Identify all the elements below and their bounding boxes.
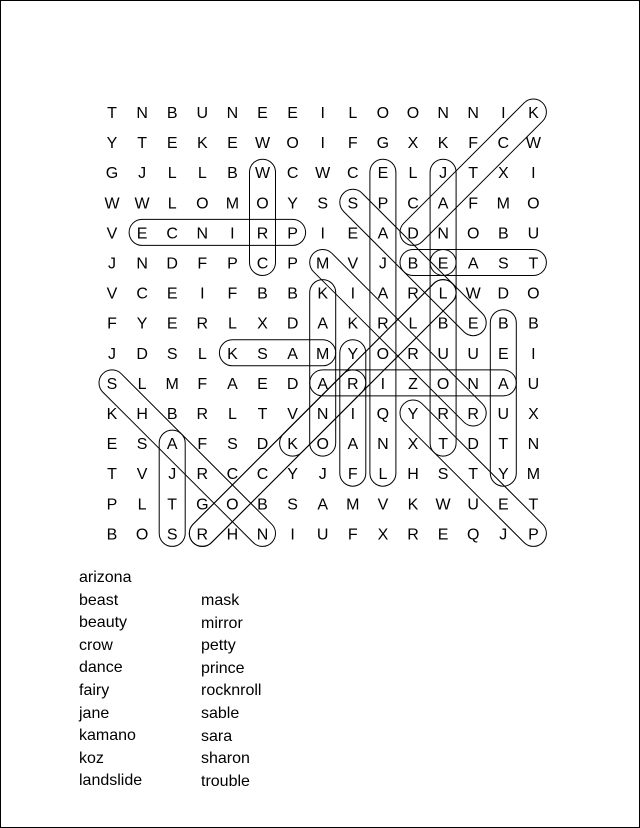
grid-letter[interactable]: C bbox=[347, 165, 359, 183]
grid-letter[interactable]: B bbox=[166, 406, 178, 423]
grid-letter[interactable]: W bbox=[254, 165, 271, 183]
grid-letter[interactable]: R bbox=[196, 466, 209, 484]
grid-letter[interactable]: K bbox=[528, 105, 539, 122]
word-list-item: arizona bbox=[79, 569, 132, 586]
grid-letter[interactable]: O bbox=[406, 105, 420, 122]
grid-letter[interactable]: O bbox=[286, 135, 299, 153]
grid-letter[interactable]: I bbox=[531, 165, 536, 183]
grid-letter[interactable]: E bbox=[497, 345, 509, 363]
word-list-item: mask bbox=[201, 592, 240, 609]
grid-letter[interactable]: S bbox=[287, 496, 298, 514]
letter-grid bbox=[104, 105, 541, 543]
grid-letter[interactable]: N bbox=[437, 225, 449, 243]
grid-letter[interactable]: L bbox=[197, 345, 207, 363]
grid-letter[interactable]: I bbox=[350, 285, 356, 303]
grid-letter[interactable]: M bbox=[346, 496, 360, 514]
word-list-item: petty bbox=[201, 637, 236, 655]
grid-letter[interactable]: O bbox=[376, 105, 390, 122]
grid-letter[interactable]: B bbox=[497, 225, 509, 243]
grid-letter[interactable]: U bbox=[437, 345, 449, 363]
grid-letter[interactable]: S bbox=[136, 436, 148, 454]
grid-letter[interactable]: W bbox=[104, 195, 120, 213]
grid-letter[interactable]: A bbox=[347, 436, 359, 454]
grid-letter[interactable]: S bbox=[166, 345, 178, 363]
grid-letter[interactable]: A bbox=[377, 225, 389, 243]
grid-letter[interactable]: O bbox=[376, 345, 390, 363]
grid-letter[interactable]: S bbox=[257, 345, 268, 363]
grid-letter[interactable]: S bbox=[166, 526, 178, 544]
grid-letter[interactable]: O bbox=[436, 375, 450, 393]
grid-letter[interactable]: R bbox=[196, 315, 209, 333]
grid-letter[interactable]: M bbox=[316, 255, 330, 273]
grid-letter[interactable]: D bbox=[256, 436, 269, 454]
grid-letter[interactable]: U bbox=[497, 406, 510, 423]
grid-letter[interactable]: K bbox=[106, 406, 118, 423]
grid-letter[interactable]: N bbox=[467, 105, 479, 122]
grid-letter[interactable]: Y bbox=[106, 135, 118, 153]
grid-letter[interactable]: E bbox=[166, 135, 178, 153]
grid-letter[interactable]: C bbox=[136, 285, 148, 303]
grid-letter[interactable]: B bbox=[287, 285, 298, 303]
grid-letter[interactable]: M bbox=[165, 375, 179, 393]
grid-letter[interactable]: R bbox=[407, 285, 419, 303]
grid-letter[interactable]: C bbox=[407, 195, 419, 213]
grid-letter[interactable]: A bbox=[377, 285, 389, 303]
grid-letter[interactable]: A bbox=[317, 375, 329, 393]
grid-letter[interactable]: L bbox=[408, 165, 418, 183]
grid-letter[interactable]: E bbox=[467, 315, 479, 333]
word-list-item: sara bbox=[201, 727, 233, 745]
grid-letter[interactable]: X bbox=[407, 135, 419, 153]
grid-letter[interactable]: T bbox=[107, 105, 117, 122]
grid-letter[interactable]: E bbox=[497, 496, 509, 514]
grid-letter[interactable]: U bbox=[316, 526, 329, 544]
grid-letter[interactable]: O bbox=[135, 526, 149, 544]
grid-letter[interactable]: L bbox=[197, 165, 207, 183]
grid-letter[interactable]: I bbox=[200, 285, 205, 303]
grid-letter[interactable]: I bbox=[320, 105, 325, 122]
grid-letter[interactable]: C bbox=[286, 165, 299, 183]
grid-letter[interactable]: U bbox=[527, 375, 540, 393]
grid-letter[interactable]: T bbox=[438, 436, 448, 454]
word-list-item: kamano bbox=[79, 727, 136, 745]
grid-letter[interactable]: T bbox=[468, 165, 479, 183]
grid-letter[interactable]: H bbox=[226, 526, 239, 544]
grid-letter[interactable]: C bbox=[166, 225, 178, 243]
grid-letter[interactable]: A bbox=[287, 345, 298, 363]
grid-letter[interactable]: F bbox=[197, 436, 208, 454]
grid-letter[interactable]: B bbox=[166, 105, 178, 122]
answer-loop-kamano bbox=[310, 280, 336, 457]
grid-letter[interactable]: S bbox=[317, 195, 329, 213]
grid-letter[interactable]: T bbox=[468, 466, 479, 484]
grid-letter[interactable]: I bbox=[230, 225, 235, 243]
grid-letter[interactable]: E bbox=[287, 105, 298, 122]
grid-letter[interactable]: D bbox=[407, 225, 419, 243]
grid-letter[interactable]: O bbox=[527, 285, 540, 303]
word-list-column-2 bbox=[201, 590, 321, 793]
grid-letter[interactable]: R bbox=[377, 315, 389, 333]
grid-letter[interactable]: J bbox=[499, 526, 508, 544]
grid-letter[interactable]: T bbox=[107, 466, 117, 484]
grid-letter[interactable]: R bbox=[256, 225, 269, 243]
grid-letter[interactable]: W bbox=[435, 496, 451, 514]
grid-letter[interactable]: Y bbox=[287, 195, 298, 213]
grid-letter[interactable]: F bbox=[468, 195, 479, 213]
answer-loop-mirror bbox=[304, 244, 491, 431]
grid-letter[interactable]: Z bbox=[408, 375, 418, 393]
grid-letter[interactable]: B bbox=[437, 315, 449, 333]
grid-letter[interactable]: I bbox=[290, 526, 295, 544]
grid-letter[interactable]: H bbox=[136, 406, 148, 423]
grid-letter[interactable]: K bbox=[407, 496, 419, 514]
grid-letter[interactable]: A bbox=[166, 436, 178, 454]
grid-letter[interactable]: L bbox=[227, 406, 237, 423]
grid-letter[interactable]: A bbox=[317, 496, 329, 514]
grid-letter[interactable]: N bbox=[437, 105, 449, 122]
grid-letter[interactable]: X bbox=[377, 526, 389, 544]
grid-letter[interactable]: P bbox=[377, 195, 389, 213]
word-list-item: trouble bbox=[201, 772, 250, 790]
grid-letter[interactable]: D bbox=[467, 436, 479, 454]
grid-letter[interactable]: E bbox=[106, 436, 118, 454]
grid-letter[interactable]: R bbox=[407, 526, 419, 544]
grid-letter[interactable]: K bbox=[227, 345, 238, 363]
grid-letter[interactable]: E bbox=[437, 255, 449, 273]
grid-letter[interactable]: J bbox=[138, 165, 147, 183]
word-list-item: koz bbox=[79, 749, 104, 767]
grid-letter[interactable]: J bbox=[439, 165, 448, 183]
grid-letter[interactable]: Q bbox=[466, 526, 480, 544]
grid-letter[interactable]: E bbox=[227, 135, 238, 153]
grid-letter[interactable]: L bbox=[378, 466, 388, 484]
grid-letter[interactable]: D bbox=[286, 315, 299, 333]
grid-letter[interactable]: J bbox=[168, 466, 177, 484]
grid-letter[interactable]: Y bbox=[497, 466, 509, 484]
puzzle-grid bbox=[1, 1, 639, 561]
word-list-item: landslide bbox=[79, 772, 143, 790]
grid-letter[interactable]: M bbox=[496, 195, 510, 213]
grid-letter[interactable]: W bbox=[315, 165, 331, 183]
grid-letter[interactable]: D bbox=[166, 255, 178, 273]
grid-letter[interactable]: K bbox=[317, 285, 329, 303]
grid-letter[interactable]: M bbox=[316, 345, 330, 363]
grid-letter[interactable]: D bbox=[497, 285, 510, 303]
word-list-item: fairy bbox=[79, 681, 110, 699]
grid-letter[interactable]: S bbox=[106, 375, 118, 393]
grid-letter[interactable]: X bbox=[257, 315, 268, 333]
grid-letter[interactable]: R bbox=[467, 406, 479, 423]
grid-letter[interactable]: B bbox=[407, 255, 419, 273]
grid-letter[interactable]: T bbox=[498, 436, 509, 454]
grid-letter[interactable]: A bbox=[467, 255, 479, 273]
grid-letter[interactable]: L bbox=[167, 165, 177, 183]
grid-letter[interactable]: X bbox=[528, 406, 539, 423]
word-list-item: sharon bbox=[201, 750, 250, 768]
word-list-item: dance bbox=[79, 659, 123, 677]
word-list-item: crow bbox=[79, 636, 113, 654]
grid-letter[interactable]: B bbox=[257, 496, 268, 514]
grid-letter[interactable]: T bbox=[528, 496, 539, 514]
grid-letter[interactable]: B bbox=[106, 526, 118, 544]
grid-letter[interactable]: G bbox=[376, 135, 390, 153]
grid-letter[interactable]: K bbox=[347, 315, 359, 333]
grid-letter[interactable]: M bbox=[225, 195, 240, 213]
grid-letter[interactable]: E bbox=[257, 105, 268, 122]
grid-letter[interactable]: B bbox=[227, 165, 238, 183]
grid-letter[interactable]: E bbox=[347, 225, 359, 243]
grid-letter[interactable]: S bbox=[347, 195, 359, 213]
grid-letter[interactable]: U bbox=[467, 496, 479, 514]
grid-letter[interactable]: J bbox=[318, 466, 327, 484]
grid-letter[interactable]: R bbox=[347, 375, 359, 393]
word-list-item: beast bbox=[79, 591, 119, 609]
grid-letter[interactable]: J bbox=[108, 255, 116, 273]
grid-letter[interactable]: F bbox=[107, 315, 117, 333]
word-list-item: mirror bbox=[201, 614, 243, 632]
grid-letter[interactable]: I bbox=[501, 105, 506, 122]
grid-letter[interactable]: N bbox=[136, 255, 148, 273]
grid-letter[interactable]: W bbox=[254, 135, 271, 153]
grid-letter[interactable]: L bbox=[408, 315, 418, 333]
grid-letter[interactable]: N bbox=[467, 375, 479, 393]
grid-letter[interactable]: V bbox=[287, 406, 298, 423]
grid-letter[interactable]: H bbox=[407, 466, 419, 484]
grid-letter[interactable]: B bbox=[528, 315, 539, 333]
grid-letter[interactable]: D bbox=[286, 375, 299, 393]
grid-letter[interactable]: O bbox=[527, 195, 540, 213]
grid-letter[interactable]: I bbox=[350, 406, 356, 423]
grid-letter[interactable]: F bbox=[347, 466, 358, 484]
grid-letter[interactable]: C bbox=[256, 255, 269, 273]
word-list-item: rocknroll bbox=[201, 682, 262, 700]
grid-letter[interactable]: S bbox=[227, 436, 238, 454]
word-list-item: prince bbox=[201, 659, 245, 677]
grid-letter[interactable]: N bbox=[527, 436, 540, 454]
answer-loop-beauty bbox=[490, 310, 516, 487]
word-list-item: sable bbox=[201, 704, 240, 722]
grid-letter[interactable]: F bbox=[468, 135, 479, 153]
grid-letter[interactable]: Y bbox=[347, 345, 359, 363]
grid-letter[interactable]: C bbox=[256, 466, 269, 484]
grid-letter[interactable]: O bbox=[466, 225, 480, 243]
grid-letter[interactable]: F bbox=[347, 135, 358, 153]
grid-letter[interactable]: E bbox=[257, 375, 268, 393]
grid-letter[interactable]: I bbox=[531, 345, 536, 363]
grid-letter[interactable]: B bbox=[257, 285, 268, 303]
grid-letter[interactable]: N bbox=[196, 225, 209, 243]
grid-letter[interactable]: J bbox=[108, 345, 116, 363]
grid-letter[interactable]: V bbox=[136, 466, 148, 484]
grid-letter[interactable]: T bbox=[528, 255, 539, 273]
grid-letter[interactable]: E bbox=[377, 165, 389, 183]
grid-letter[interactable]: K bbox=[437, 135, 449, 153]
grid-letter[interactable]: Y bbox=[287, 466, 298, 484]
grid-letter[interactable]: N bbox=[377, 436, 389, 454]
grid-letter[interactable]: E bbox=[136, 225, 148, 243]
grid-letter[interactable]: T bbox=[167, 496, 178, 514]
grid-letter[interactable]: P bbox=[106, 496, 118, 514]
grid-letter[interactable]: E bbox=[166, 315, 178, 333]
grid-letter[interactable]: O bbox=[196, 195, 209, 213]
grid-letter[interactable]: U bbox=[196, 105, 209, 122]
grid-letter[interactable]: Y bbox=[136, 315, 148, 333]
grid-letter[interactable]: C bbox=[497, 135, 510, 153]
grid-letter[interactable]: R bbox=[437, 406, 449, 423]
grid-letter[interactable]: V bbox=[377, 496, 389, 514]
grid-letter[interactable]: R bbox=[196, 526, 209, 544]
grid-letter[interactable]: G bbox=[105, 165, 119, 183]
grid-letter[interactable]: A bbox=[437, 195, 449, 213]
grid-letter[interactable]: I bbox=[320, 135, 325, 153]
grid-letter[interactable]: X bbox=[497, 165, 509, 183]
grid-letter[interactable]: L bbox=[137, 375, 147, 393]
grid-letter[interactable]: N bbox=[316, 406, 329, 423]
grid-letter[interactable]: F bbox=[347, 526, 358, 544]
grid-letter[interactable]: F bbox=[227, 285, 238, 303]
grid-letter[interactable]: N bbox=[136, 105, 148, 122]
word-list-item: jane bbox=[79, 704, 110, 722]
grid-letter[interactable]: S bbox=[497, 255, 509, 273]
grid-letter[interactable]: K bbox=[287, 436, 298, 454]
grid-letter[interactable]: W bbox=[465, 285, 481, 303]
grid-letter[interactable]: F bbox=[197, 255, 208, 273]
grid-letter[interactable]: O bbox=[256, 195, 269, 213]
grid-letter[interactable]: O bbox=[316, 436, 329, 454]
grid-letter[interactable]: X bbox=[407, 436, 419, 454]
grid-letter[interactable]: F bbox=[197, 375, 208, 393]
grid-letter[interactable]: T bbox=[257, 406, 268, 423]
grid-letter[interactable]: Y bbox=[407, 406, 419, 423]
grid-letter[interactable]: P bbox=[287, 225, 298, 243]
grid-letter[interactable]: G bbox=[196, 496, 209, 514]
grid-letter[interactable]: L bbox=[227, 315, 237, 333]
grid-letter[interactable]: L bbox=[167, 195, 177, 213]
grid-letter[interactable]: U bbox=[467, 345, 479, 363]
grid-letter[interactable]: A bbox=[227, 375, 238, 393]
grid-letter[interactable]: P bbox=[287, 255, 298, 273]
grid-letter[interactable]: D bbox=[136, 345, 148, 363]
grid-letter[interactable]: L bbox=[348, 105, 358, 122]
grid-letter[interactable]: I bbox=[320, 225, 325, 243]
grid-letter[interactable]: S bbox=[437, 466, 449, 484]
grid-letter[interactable]: P bbox=[227, 255, 238, 273]
grid-letter[interactable]: A bbox=[317, 315, 329, 333]
grid-letter[interactable]: M bbox=[526, 466, 541, 484]
word-list-column-1 bbox=[79, 567, 199, 793]
grid-letter[interactable]: W bbox=[525, 135, 541, 153]
grid-letter[interactable]: L bbox=[137, 496, 147, 514]
grid-letter[interactable]: V bbox=[106, 225, 118, 243]
grid-letter[interactable]: R bbox=[196, 406, 209, 423]
answer-loop-prince bbox=[129, 219, 306, 245]
grid-letter[interactable]: L bbox=[438, 285, 448, 303]
grid-letter[interactable]: O bbox=[226, 496, 239, 514]
grid-letter[interactable]: W bbox=[134, 195, 150, 213]
grid-letter[interactable]: A bbox=[497, 375, 509, 393]
answer-loop-sharon bbox=[94, 365, 281, 552]
grid-letter[interactable]: B bbox=[497, 315, 509, 333]
grid-letter[interactable]: N bbox=[256, 526, 269, 544]
grid-letter[interactable]: N bbox=[226, 105, 239, 122]
word-list-item: beauty bbox=[79, 614, 128, 632]
grid-letter[interactable]: V bbox=[347, 255, 359, 273]
grid-letter[interactable]: Q bbox=[376, 406, 390, 423]
grid-letter[interactable]: E bbox=[166, 285, 178, 303]
grid-letter[interactable]: V bbox=[106, 285, 118, 303]
grid-letter[interactable]: I bbox=[380, 375, 386, 393]
grid-letter[interactable]: T bbox=[137, 135, 147, 153]
grid-letter[interactable]: U bbox=[527, 225, 540, 243]
grid-letter[interactable]: K bbox=[196, 135, 208, 153]
grid-letter[interactable]: P bbox=[528, 526, 539, 544]
grid-letter[interactable]: R bbox=[407, 345, 419, 363]
grid-letter[interactable]: C bbox=[226, 466, 239, 484]
grid-letter[interactable]: J bbox=[378, 255, 387, 273]
grid-letter[interactable]: E bbox=[437, 526, 449, 544]
